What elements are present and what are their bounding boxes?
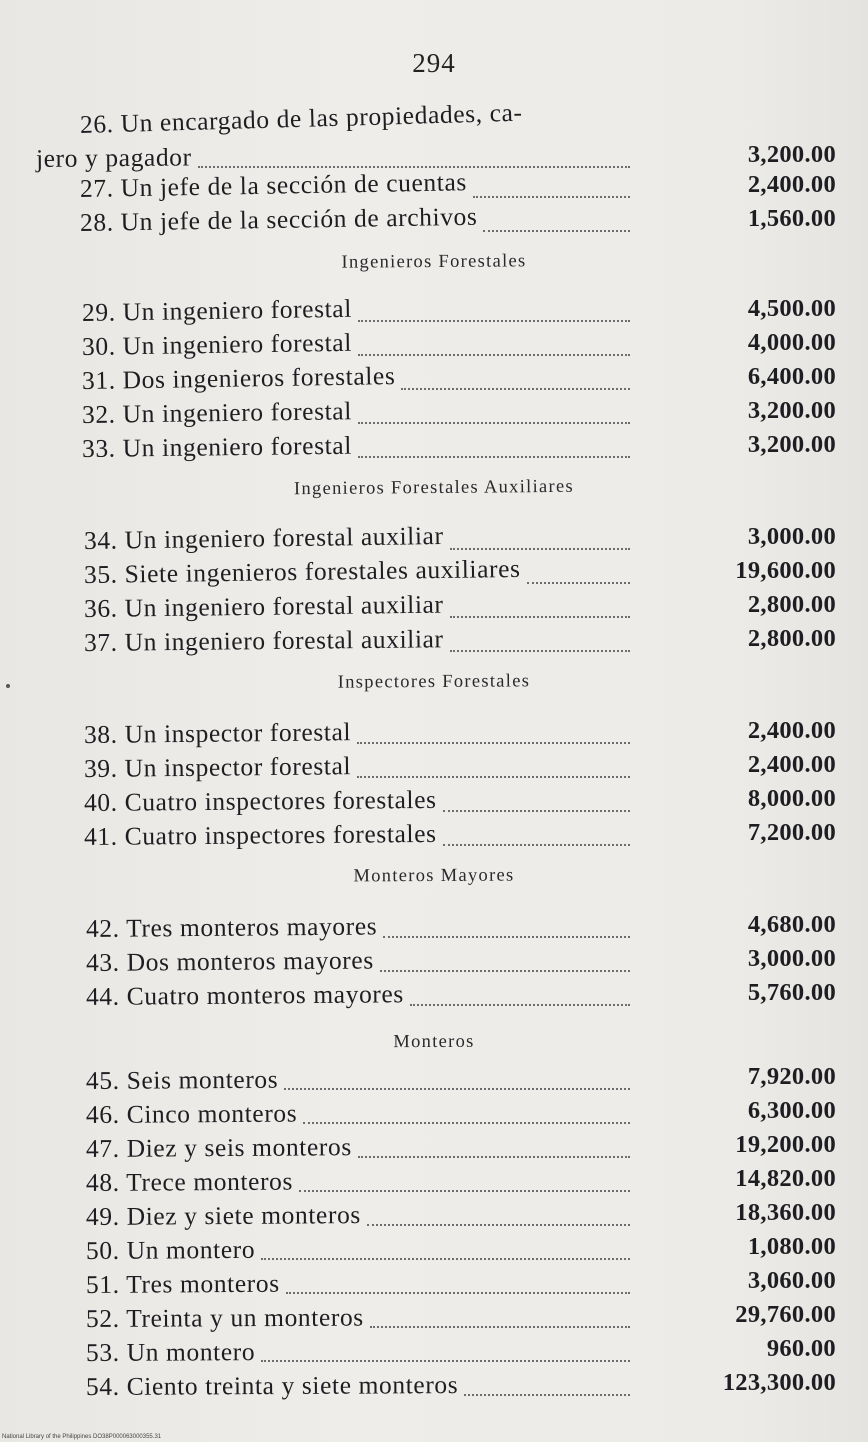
entry-amount: 14,820.00 [735, 1165, 836, 1192]
entry-description: 31. Dos ingenieros forestales [81, 361, 396, 395]
entry-description: 41. Cuatro inspectores forestales [83, 818, 437, 851]
dot-leader [367, 1222, 630, 1226]
entry-description: 33. Un ingeniero forestal [81, 430, 353, 463]
entry-description: 51. Tres monteros [85, 1268, 280, 1299]
dot-leader [261, 1256, 630, 1260]
entry-description: 26. Un encargado de las propiedades, ca- [79, 97, 523, 139]
budget-line [0, 1064, 868, 1098]
page-number: 294 [412, 48, 456, 78]
budget-line [0, 1268, 868, 1302]
entry-description: 32. Un ingeniero forestal [81, 396, 353, 429]
dot-leader [358, 318, 630, 322]
budget-line [0, 1166, 868, 1200]
dot-leader [443, 808, 630, 812]
entry-description: 30. Un ingeniero forestal [81, 327, 353, 361]
entry-description: 54. Ciento treinta y siete monteros [85, 1370, 459, 1401]
entry-amount: 29,760.00 [735, 1301, 836, 1328]
entry-amount: 7,920.00 [747, 1063, 836, 1090]
entry-amount: 3,000.00 [747, 945, 836, 972]
entry-amount: 2,400.00 [747, 717, 836, 744]
entry-amount: 3,200.00 [747, 141, 836, 168]
dot-leader [450, 648, 630, 652]
entry-description: 52. Treinta y un monteros [85, 1302, 364, 1333]
entry-description: 39. Un inspector forestal [83, 751, 352, 783]
entry-description: 45. Seis monteros [85, 1064, 279, 1095]
entry-amount: 2,400.00 [747, 751, 836, 778]
dot-leader [464, 1392, 630, 1396]
entry-amount: 4,000.00 [747, 329, 836, 356]
entry-description: 48. Trece monteros [85, 1166, 294, 1197]
entry-amount: 19,200.00 [735, 1131, 836, 1158]
budget-line [0, 432, 868, 466]
entry-amount: 19,600.00 [735, 557, 836, 584]
entry-description: 50. Un montero [85, 1234, 256, 1265]
dot-leader [358, 352, 630, 356]
budget-line [0, 201, 868, 240]
dot-leader [358, 1154, 630, 1158]
section-heading: Ingenieros Forestales Auxiliares [293, 476, 575, 500]
dot-leader [450, 614, 630, 618]
budget-line [0, 820, 868, 854]
entry-description: jero y pagador [35, 142, 192, 173]
budget-line [0, 912, 868, 946]
section-heading: Monteros [393, 1031, 475, 1053]
dot-leader [401, 386, 630, 390]
dot-leader [443, 842, 630, 846]
dot-leader [527, 580, 630, 584]
entry-amount: 6,400.00 [747, 363, 836, 390]
budget-line [0, 1336, 868, 1370]
entry-amount: 1,560.00 [747, 205, 836, 232]
section-heading: Monteros Mayores [353, 865, 515, 887]
entry-description: 49. Diez y siete monteros [85, 1200, 361, 1231]
budget-line [0, 946, 868, 980]
section-heading: Inspectores Forestales [337, 671, 531, 693]
budget-line [0, 1132, 868, 1166]
entry-description: 29. Un ingeniero forestal [81, 293, 353, 327]
entry-amount: 3,200.00 [747, 397, 836, 424]
budget-line [0, 361, 868, 398]
dot-leader [358, 454, 630, 458]
dot-leader [483, 228, 630, 232]
entry-amount: 7,200.00 [747, 819, 836, 846]
budget-line [0, 718, 868, 752]
budget-line [0, 980, 868, 1014]
entry-description: 44. Cuatro monteros mayores [85, 979, 405, 1011]
section-heading: Ingenieros Forestales [341, 251, 527, 273]
budget-line [0, 1098, 868, 1132]
budget-line [0, 752, 868, 786]
dot-leader [383, 934, 630, 938]
entry-description: 40. Cuatro inspectores forestales [83, 784, 437, 817]
entry-amount: 2,400.00 [747, 171, 836, 198]
budget-line [0, 293, 868, 330]
dot-leader [370, 1324, 630, 1328]
budget-line [0, 1200, 868, 1234]
entry-amount: 1,080.00 [747, 1233, 836, 1260]
budget-line [0, 327, 868, 364]
budget-line [0, 589, 868, 626]
entry-amount: 4,500.00 [747, 295, 836, 322]
entry-description: 42. Tres monteros mayores [85, 911, 378, 943]
entry-description: 37. Un ingeniero forestal auxiliar [83, 624, 444, 657]
entry-amount: 2,800.00 [747, 591, 836, 618]
dot-leader [473, 194, 630, 198]
budget-line [0, 1234, 868, 1268]
entry-description: 35. Siete ingenieros forestales auxiliares [83, 553, 521, 589]
entry-description: 43. Dos monteros mayores [85, 945, 374, 977]
entry-description: 36. Un ingeniero forestal auxiliar [83, 589, 444, 623]
entry-amount: 2,800.00 [747, 625, 836, 652]
entry-description: 46. Cinco monteros [85, 1098, 298, 1129]
entry-description: 28. Un jefe de la sección de archivos [79, 201, 478, 237]
print-speck [6, 684, 10, 688]
entry-description: 53. Un montero [85, 1337, 256, 1367]
budget-line [0, 1302, 868, 1336]
entry-amount: 3,000.00 [747, 523, 836, 550]
budget-line [0, 398, 868, 432]
dot-leader [357, 740, 630, 744]
dot-leader [299, 1188, 630, 1192]
entry-amount: 123,300.00 [722, 1369, 836, 1396]
entry-description: 27. Un jefe de la sección de cuentas [79, 167, 468, 203]
budget-line [0, 1370, 868, 1404]
dot-leader [303, 1120, 630, 1124]
budget-line [0, 97, 868, 142]
entry-description: 47. Diez y seis monteros [85, 1132, 352, 1163]
budget-line [0, 626, 868, 660]
dot-leader [286, 1290, 630, 1294]
dot-leader [358, 420, 630, 424]
scan-footer: National Library of the Philippines DO38P000063000355.31 [2, 1434, 162, 1440]
entry-description: 38. Un inspector forestal [83, 717, 352, 749]
entry-amount: 5,760.00 [747, 979, 836, 1006]
entry-amount: 960.00 [766, 1335, 836, 1362]
dot-leader [380, 968, 630, 972]
budget-line [0, 786, 868, 820]
entry-amount: 18,360.00 [735, 1199, 836, 1226]
entry-amount: 3,200.00 [747, 431, 836, 458]
dot-leader [261, 1358, 630, 1362]
entry-description: 34. Un ingeniero forestal auxiliar [83, 520, 444, 555]
dot-leader [450, 546, 630, 550]
dot-leader [410, 1002, 630, 1006]
entry-amount: 6,300.00 [747, 1097, 836, 1124]
dot-leader [284, 1086, 630, 1090]
entry-amount: 8,000.00 [747, 785, 836, 812]
dot-leader [357, 774, 630, 778]
entry-amount: 4,680.00 [747, 911, 836, 938]
entry-amount: 3,060.00 [747, 1267, 836, 1294]
